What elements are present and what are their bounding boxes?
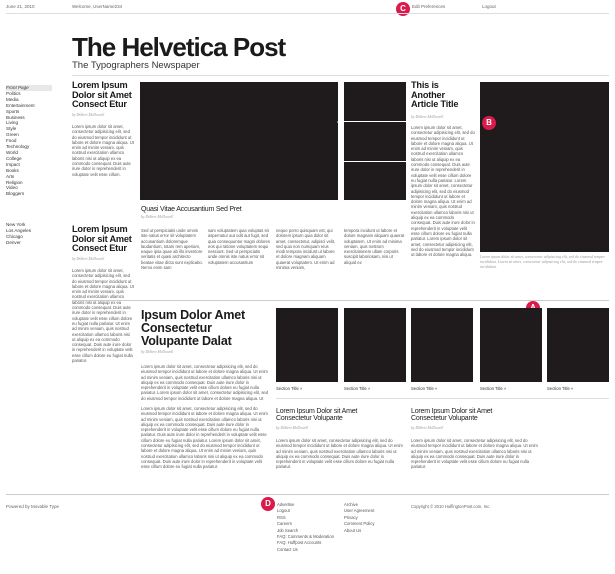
image-caption: Lorem ipsum dolor sit amet, consectetur adipisicing elit, sed do eiusmod tempor incididunt. Lorem sit amet, consectetur adipisicing elit, sed do eiusmod tempor incididunt. <box>480 255 605 270</box>
nav-item-14[interactable]: Books <box>6 167 19 173</box>
feature-headline[interactable]: Quasi Vitae Accusantium Sed Pret <box>141 206 242 213</box>
footer-link[interactable]: User Agreement <box>344 508 375 514</box>
footer-link[interactable]: Archive <box>344 502 358 507</box>
nav-item-13[interactable]: Impact <box>6 161 20 167</box>
footer-link[interactable]: Logout <box>277 508 290 514</box>
footer-link[interactable]: About Us <box>344 527 362 533</box>
thumbnail-image[interactable] <box>344 82 406 121</box>
section-thumbnail[interactable] <box>480 308 542 382</box>
city-nav <box>6 222 52 246</box>
nav-item-0[interactable]: Front Page <box>6 85 52 91</box>
section-thumbnail[interactable] <box>344 308 406 382</box>
footer-links-secondary <box>344 502 374 534</box>
feature-body-col: Sed ut perspiciatis unde omnis iste natus error sit voluptatem accusantium doloremque laudantium, totam rem aperiam, eaque ipsa quae ab illo inventore veritatis et quasi architecto beatae vitae dicta sunt explicabo. Nemo enim sam <box>141 228 203 271</box>
lead-byline: by Dilbert McDowell <box>141 350 174 354</box>
lead-headline[interactable]: Ipsum Dolor Amet Consectetur Volupante Dalat <box>141 308 245 348</box>
date-label: June 21, 2010 <box>6 4 35 9</box>
site-subtitle: The Typographers Newspaper <box>72 60 200 71</box>
article-headline[interactable]: Lorem Ipsum Dolor sit Amet Consect Etur <box>72 224 132 254</box>
article-body: Lorem ipsum dolor sit amet, consectetur adipisicing elit, sed do eiusmod tempor incididunt ut labore et dolore magna aliqua. Ut enim ad minim veniam, quis nostrud exercitation ullamco laboris nisi ut aliquip ex ea commodo consequat. Duis aute irure dolor in reprehenderit in voluptate velit esse cillum. <box>72 124 134 177</box>
feature-byline: by Dilbert McDowell <box>141 215 174 219</box>
site-title[interactable]: The Helvetica Post <box>72 32 286 62</box>
article-body: Lorem ipsum dolor sit amet, consectetur adipisicing elit, sed do eiusmod tempor incididunt ut labore et dolore magna aliqua. Ut enim ad minim veniam, quis nostrud exercitation ullamco laboris nisi ut aliquip ex ea commodo consequat. Duis aute irure dolor in reprehenderit in voluptate velit esse cillum dolore eu fugiat nulla pariatur. <box>411 438 538 470</box>
nav-item-12[interactable]: College <box>6 155 22 161</box>
nav-item-7[interactable]: Style <box>6 126 17 132</box>
section-title-link[interactable]: Section Title » <box>344 386 371 391</box>
nav-item-18[interactable]: Bloggers <box>6 191 25 197</box>
edit-preferences-link[interactable]: Edit Preferences <box>412 4 446 9</box>
nav-item-9[interactable]: Food <box>6 138 17 144</box>
feature-body-col: sam voluptatem quia voluptas sit aspernatur aut odit aut fugit, sed quia consequuntur magni dolores eos qui ratione voluptatem sequi nesciunt. Sed ut perspiciatis unde omnis iste natus error sit voluptatem accusantium <box>208 228 270 265</box>
footer-link[interactable]: Careers <box>277 521 292 527</box>
nav-item-1[interactable]: Politics <box>6 90 21 96</box>
article-body: Lorem ipsum dolor sit amet, consectetur adipisicing elit, sed do eiusmod tempor incididunt ut labore et dolore magna aliqua. Ut enim ad minim veniam, quis nostrud exercitation ullamco laboris nisi ut aliquip ex ea commodo consequat. Duis aute irure dolor in reprehenderit in voluptate velit esse cillum dolore eu fugiat nulla pariatur. Lorem ipsum dolor sit amet, consectetur adipisicing elit, sed do eiusmod tempor incididunt ut labore et dolore magna aliqua. Ut enim ad minim veniam, quis nostrud exercitation ullamco laboris nisi ut aliquip ex ea commodo consequat. Duis aute irure dolor in reprehenderit in voluptate velit esse cillum dolore eu fugiat nulla pariatur. Lorem ipsum dolor sit amet, consectetur adipisicing elit, sed do eiusmod tempor incididunt ut labore et dolore magna aliqua. <box>411 125 475 258</box>
nav-item-3[interactable]: Entertainment <box>6 102 35 108</box>
article-headline[interactable]: Lorem Ipsum Dolor sit Amet Consectetur Volupante <box>411 408 493 423</box>
marker-b: B <box>482 116 496 130</box>
section-title-link[interactable]: Section Title » <box>480 386 507 391</box>
section-thumbnail[interactable] <box>411 308 473 382</box>
article-body: Lorem ipsum dolor sit amet, consectetur adipisicing elit, sed do eiusmod tempor incididunt ut labore et dolore magna aliqua. Ut enim ad minim veniam, quis nostrud exercitation ullamco laboris nisi ut aliquip ex ea commodo consequat. Duis aute irure dolor in reprehenderit in voluptate velit esse cillum dolore eu fugiat nulla pariatur. Ut enim ad minim veniam, quis nostrud exercitation ullamco laboris nisi ut aliquip ex ea commodo consequat. Duis aute irure dolor in reprehenderit in voluptate velit esse cillum dolore eu fugiat nulla pariatur. <box>72 268 134 364</box>
city-item-1[interactable]: Los Angeles <box>6 227 32 233</box>
footer-link[interactable]: Advertise <box>277 502 295 507</box>
welcome-text: Welcome, UserName234 <box>72 4 123 9</box>
marker-d: D <box>261 497 275 511</box>
feature-body-col: tempora incidunt ut labore et dolore magnam aliquam quaerat voluptatem. Ut enim ad minima veniam, quis nostrum exercitationem ullam corporis suscipit laboriosam, nisi ut aliquid ex <box>344 228 405 265</box>
thumbnail-image[interactable] <box>344 162 406 200</box>
article-body: Lorem ipsum dolor sit amet, consectetur adipisicing elit, sed do eiusmod tempor incididunt ut labore et dolore magna aliqua. Ut enim ad minim veniam, quis nostrud exercitation ullamco laboris nisi ut aliquip ex ea commodo consequat. Duis aute irure dolor in reprehenderit in voluptate velit esse cillum dolore eu fugiat nulla pariatur. <box>276 438 403 470</box>
footer-link[interactable]: RSS <box>277 514 286 520</box>
article-byline: by Dilbert McDowell <box>72 113 105 117</box>
footer-link[interactable]: Job Search <box>277 527 299 533</box>
section-thumbnail[interactable] <box>276 308 338 382</box>
nav-item-8[interactable]: Green <box>6 132 19 138</box>
nav-item-17[interactable]: Video <box>6 185 18 191</box>
city-item-0[interactable]: New York <box>6 222 26 227</box>
sidebar-image[interactable] <box>480 82 609 252</box>
footer-link[interactable]: Privacy <box>344 514 358 520</box>
nav-item-10[interactable]: Technology <box>6 144 30 150</box>
lead-body: Lorem ipsum dolor sit amet, consectetur adipisicing elit, sed do eiusmod tempor incididunt ut labore et dolore magna aliqua. Ut enim ad minim veniam, quis nostrud exercitation ullamco laboris nisi ut aliquip ex ea commodo consequat. Duis aute irure dolor in reprehenderit in voluptate velit esse cillum dolore eu fugiat nulla pariatur. Lorem ipsum dolor sit amet, consectetur adipisicing elit, sed do eiusmod tempor incididunt ut labore et dolore magna aliqua. Ut <box>141 364 269 401</box>
lead-body: Lorem ipsum dolor sit amet, consectetur adipisicing elit, sed do eiusmod tempor incididunt ut labore et dolore magna aliqua. Ut enim ad minim veniam, quis nostrud exercitation ullamco laboris nisi ut aliquip ex ea commodo consequat. Duis aute irure dolor in reprehenderit in voluptate velit esse cillum dolore eu fugiat nulla pariatur. Duis aute irure dolor in reprehenderit in voluptate velit esse cillum dolore eu fugiat nulla pariatur. Lorem ipsum dolor sit amet, consectetur adipisicing elit, sed do eiusmod tempor incididunt ut labore et dolore magna aliqua. Ut enim ad minim veniam, quis nostrud exercitation ullamco laboris nisi ut aliquip ex ea commodo consequat. Duis aute irure dolor in reprehenderit in voluptate velit esse cillum dolore eu fugiat nulla pariatur. <box>141 406 268 469</box>
article-byline: by Dilbert McDowell <box>411 426 444 430</box>
article-headline[interactable]: Lorem Ipsum Dolor sit Amet Consectetur Volupante <box>276 408 358 423</box>
active-thumb-pointer <box>337 117 343 127</box>
article-byline: by Dilbert McDowell <box>411 115 444 119</box>
footer-link[interactable]: Contact Us <box>277 546 298 552</box>
marker-c: C <box>396 2 410 16</box>
article-headline[interactable]: Lorem Ipsum Dolor sit Amet Consect Etur <box>72 80 132 110</box>
nav-item-6[interactable]: Living <box>6 120 19 126</box>
article-byline: by Dilbert McDowell <box>72 257 105 261</box>
city-item-3[interactable]: Denver <box>6 239 21 245</box>
footer-link[interactable]: Comment Policy <box>344 521 375 527</box>
section-thumbnail[interactable] <box>547 308 609 382</box>
footer-links-primary <box>277 502 334 553</box>
article-headline[interactable]: This is Another Article Title <box>411 80 459 110</box>
nav-item-15[interactable]: Arts <box>6 173 15 179</box>
nav-item-4[interactable]: Sports <box>6 108 20 114</box>
logout-link[interactable]: Logout <box>482 4 496 9</box>
nav-item-16[interactable]: Religion <box>6 179 23 185</box>
nav-item-2[interactable]: Media <box>6 96 19 102</box>
thumbnail-image[interactable] <box>344 122 406 161</box>
feature-image[interactable] <box>140 82 338 200</box>
nav-item-11[interactable]: World <box>6 149 18 155</box>
footer-link[interactable]: FAQ: Huffpost Accounts <box>277 540 322 546</box>
section-title-link[interactable]: Section Title » <box>547 386 574 391</box>
section-nav <box>6 85 52 197</box>
section-title-link[interactable]: Section Title » <box>411 386 438 391</box>
feature-body-col: neque porro quisquam est, qui dolorem ipsum quia dolor sit amet, consectetur, adipisci velit, sed quia non numquam eius modi tempora incidunt ut labore et dolore magnam aliquam quaerat voluptatem. Ut enim ad minima veniam, <box>276 228 336 271</box>
city-item-2[interactable]: Chicago <box>6 233 23 239</box>
section-title-link[interactable]: Section Title » <box>276 386 303 391</box>
powered-by-text: Powered by Movable Type <box>6 504 59 509</box>
article-byline: by Dilbert McDowell <box>276 426 309 430</box>
footer-link[interactable]: FAQ: Comments & Moderation <box>277 534 335 540</box>
copyright-text: Copyright © 2010 HuffingtonPost.com, Inc. <box>411 504 491 509</box>
nav-item-5[interactable]: Business <box>6 114 25 120</box>
